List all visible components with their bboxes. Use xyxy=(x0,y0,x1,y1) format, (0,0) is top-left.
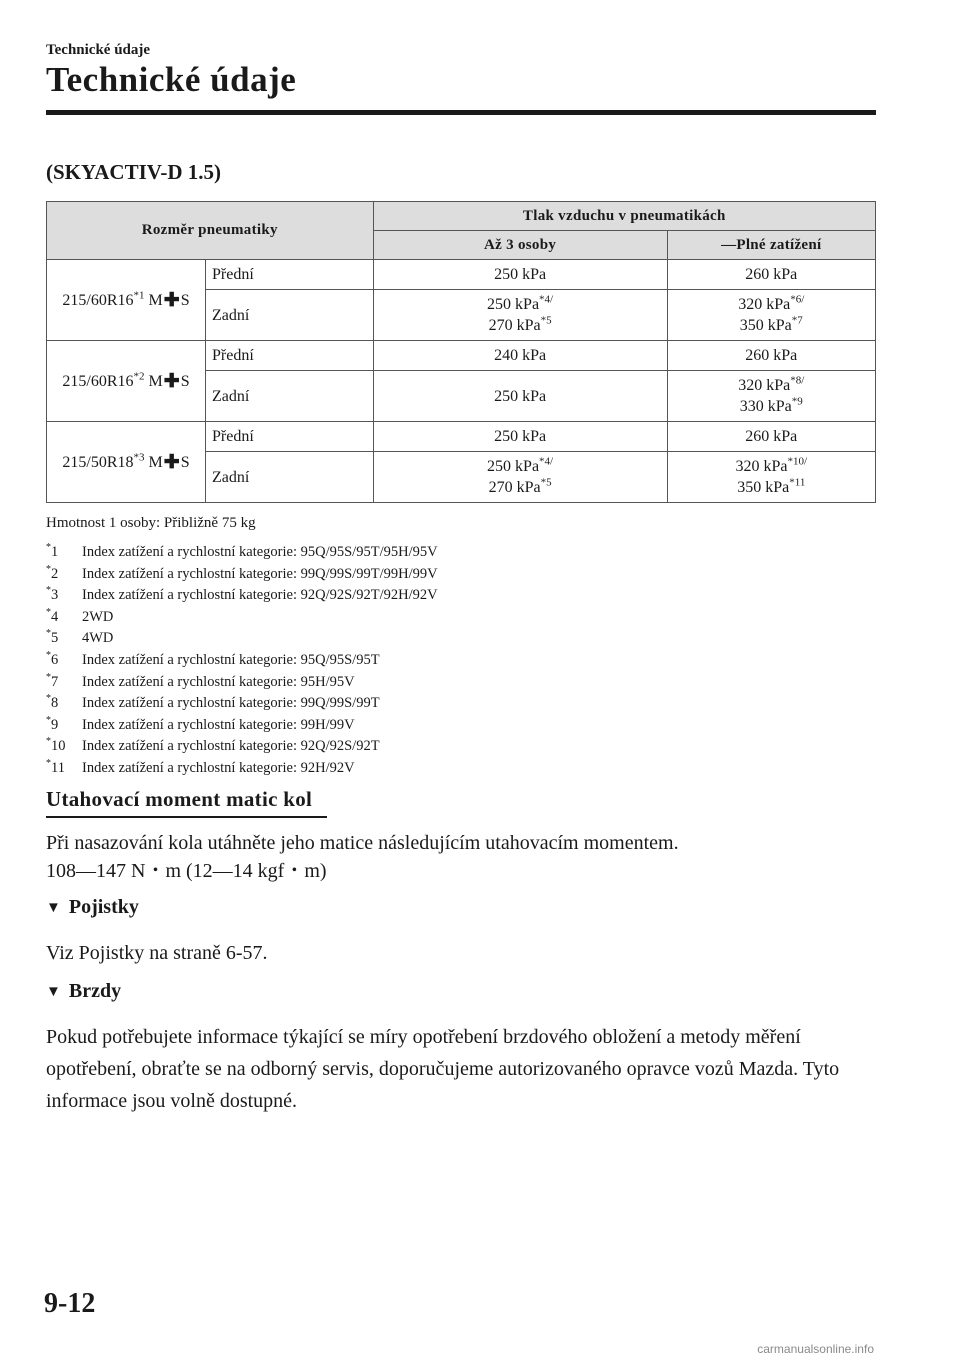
ms-m: M xyxy=(148,453,163,471)
footnote-ref: *9 xyxy=(791,395,803,408)
brakes-heading xyxy=(46,980,121,1003)
list-item xyxy=(46,580,438,602)
footnote-ref: *4/ xyxy=(539,293,554,306)
pressure-upto3 xyxy=(373,452,667,503)
col-header-upto3: Až 3 osoby xyxy=(373,231,667,260)
list-item xyxy=(46,623,438,645)
footnote-mark: *9 xyxy=(46,714,59,733)
footnote-list xyxy=(46,537,438,775)
footnote-ref: *7 xyxy=(791,314,803,327)
col-header-size: Rozměr pneumatiky xyxy=(47,202,374,260)
tire-size-cell: 215/60R16$^{*1}$ M✚S xyxy=(47,260,206,341)
tire-size-cell: 215/60R16$^{*2}$ M✚S xyxy=(47,341,206,422)
pressure-full: 260 kPa xyxy=(667,341,875,371)
tire-size: 215/50R18 xyxy=(62,453,134,471)
pressure-full xyxy=(667,452,875,503)
value: 250 kPa xyxy=(487,458,540,475)
footnote-text: Index zatížení a rychlostní kategorie: 95H/95V xyxy=(82,673,355,690)
list-item xyxy=(46,559,438,581)
value: 270 kPa xyxy=(488,317,541,334)
value: 320 kPa xyxy=(735,458,788,475)
torque-value: 108―147 N・m (12―14 kgf・m) xyxy=(46,860,327,882)
brakes-heading-label: Brzdy xyxy=(68,980,122,1002)
table-row xyxy=(47,341,876,371)
table-row xyxy=(47,260,876,290)
position-front: Přední xyxy=(206,422,374,452)
footnote-ref: *6/ xyxy=(790,293,805,306)
tire-size-cell: 215/50R18$^{*3}$ M✚S xyxy=(47,422,206,503)
ms-s: S xyxy=(180,372,190,390)
footnote-ref: *5 xyxy=(540,314,552,327)
pressure-upto3: 250 kPa xyxy=(373,371,667,422)
list-item xyxy=(46,537,438,559)
footnote-mark: *5 xyxy=(46,628,59,647)
mass-note: Hmotnost 1 osoby: Přibližně 75 kg xyxy=(46,515,256,531)
fuses-paragraph: Viz Pojistky na straně 6-57. xyxy=(46,942,268,964)
page-number: 9-12 xyxy=(44,1288,96,1319)
tire-size: 215/60R16 xyxy=(62,372,134,390)
value: 350 kPa xyxy=(737,479,790,496)
brakes-paragraph: Pokud potřebujete informace týkající se míry opotřebení brzdového obložení a metody měření opotřebení, obraťte se na odborný servis, doporučujeme autorizovaného opravce vozů Mazda. Tyto informace jsou volně dostupné. xyxy=(46,1026,840,1112)
value: 320 kPa xyxy=(738,296,791,313)
footnote-text: Index zatížení a rychlostní kategorie: 99Q/99S/99T xyxy=(82,694,380,711)
fuses-heading xyxy=(46,896,139,919)
footnote-text: Index zatížení a rychlostní kategorie: 95Q/95S/95T xyxy=(82,651,380,668)
position-rear: Zadní xyxy=(206,452,374,503)
footnote-mark: *10 xyxy=(46,736,66,755)
running-head: Technické údaje xyxy=(46,42,151,58)
footnote-mark: *2 xyxy=(46,563,59,582)
position-front: Přední xyxy=(206,260,374,290)
list-item xyxy=(46,602,438,624)
ms-s: S xyxy=(180,453,190,471)
footnote-ref: *8/ xyxy=(790,374,805,387)
pressure-upto3: 250 kPa xyxy=(373,260,667,290)
pressure-full xyxy=(667,290,875,341)
footnote-text: Index zatížení a rychlostní kategorie: 99H/99V xyxy=(82,716,355,733)
col-header-full: —Plné zatížení xyxy=(667,231,875,260)
torque-heading: Utahovací moment matic kol xyxy=(46,787,313,811)
value: 270 kPa xyxy=(488,479,541,496)
position-front: Přední xyxy=(206,341,374,371)
pressure-full xyxy=(667,371,875,422)
footnote-text: 4WD xyxy=(82,630,114,647)
pressure-upto3: 250 kPa xyxy=(373,422,667,452)
col-header-pressure: Tlak vzduchu v pneumatikách xyxy=(373,202,875,231)
list-item xyxy=(46,667,438,689)
footnote-mark: *11 xyxy=(46,757,65,776)
tire-size: 215/60R16 xyxy=(62,291,134,309)
watermark: carmanualsonline.info xyxy=(757,1342,874,1356)
footnote-ref: *5 xyxy=(540,476,552,489)
torque-paragraph: Při nasazování kola utáhněte jeho matice následujícím utahovacím momentem. xyxy=(46,832,679,854)
footnote-mark: *7 xyxy=(46,671,59,690)
pressure-upto3: 240 kPa xyxy=(373,341,667,371)
heading-underline xyxy=(46,816,327,818)
footnote-text: Index zatížení a rychlostní kategorie: 92H/92V xyxy=(82,759,355,776)
footnote-text: Index zatížení a rychlostní kategorie: 92Q/92S/92T/92H/92V xyxy=(82,587,438,604)
list-item xyxy=(46,710,438,732)
footnote-ref: *2 xyxy=(133,370,145,383)
footnote-ref: *11 xyxy=(789,476,806,489)
pressure-full: 260 kPa xyxy=(667,422,875,452)
list-item xyxy=(46,753,438,775)
position-rear: Zadní xyxy=(206,371,374,422)
position-rear: Zadní xyxy=(206,290,374,341)
fuses-heading-label: Pojistky xyxy=(68,896,139,918)
footnote-text: Index zatížení a rychlostní kategorie: 95Q/95S/95T/95H/95V xyxy=(82,543,438,560)
table-row xyxy=(47,422,876,452)
value: 350 kPa xyxy=(739,317,792,334)
list-item xyxy=(46,645,438,667)
footnote-ref: *3 xyxy=(133,451,145,464)
footnote-mark: *8 xyxy=(46,693,59,711)
ms-m: M xyxy=(148,291,163,309)
section-heading: (SKYACTIV-D 1.5) xyxy=(46,160,222,184)
page-title: Technické údaje xyxy=(46,60,297,99)
pressure-upto3 xyxy=(373,290,667,341)
tire-pressure-table xyxy=(46,201,876,503)
footnote-ref: *1 xyxy=(133,289,145,302)
footnote-ref: *4/ xyxy=(539,455,554,468)
footnote-mark: *1 xyxy=(46,542,59,560)
value: 250 kPa xyxy=(487,296,540,313)
pressure-full: 260 kPa xyxy=(667,260,875,290)
triangle-down-icon: ▼ xyxy=(46,984,61,1000)
footnote-mark: *6 xyxy=(46,649,59,668)
list-item xyxy=(46,688,438,710)
value: 320 kPa xyxy=(738,377,791,394)
footnote-mark: *4 xyxy=(46,606,59,625)
footnote-mark: *3 xyxy=(46,585,59,604)
title-rule xyxy=(46,110,876,115)
value: 330 kPa xyxy=(739,398,792,415)
ms-m: M xyxy=(148,372,163,390)
triangle-down-icon: ▼ xyxy=(46,900,61,916)
footnote-text: Index zatížení a rychlostní kategorie: 99Q/99S/99T/99H/99V xyxy=(82,565,438,582)
footnote-text: Index zatížení a rychlostní kategorie: 92Q/92S/92T xyxy=(82,738,380,755)
list-item xyxy=(46,731,438,753)
footnote-text: 2WD xyxy=(82,608,114,625)
ms-s: S xyxy=(180,291,190,309)
footnote-ref: *10/ xyxy=(787,455,808,468)
